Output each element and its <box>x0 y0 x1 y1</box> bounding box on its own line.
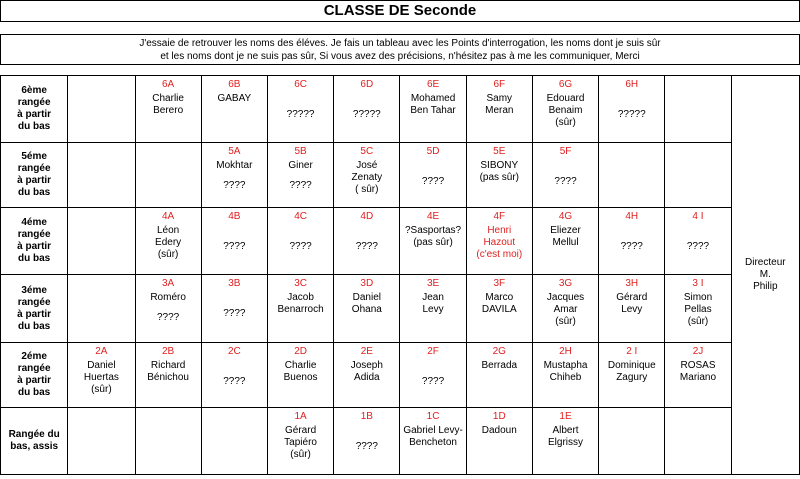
intro-note-line-2: et les noms dont je ne suis pas sûr, Si vous avez des précisions, n'hésitez pas à me les communiquer, Merci <box>160 51 640 62</box>
row-label-line: 2éme <box>21 351 47 362</box>
student-name-line: Zagury <box>616 372 648 383</box>
seat-cell <box>665 208 731 275</box>
seat-code: 6B <box>228 79 241 90</box>
seat-code: 2B <box>162 346 175 357</box>
student-name-line: ???? <box>223 308 246 319</box>
seat-cell <box>665 143 731 208</box>
seat-code: 2J <box>692 346 704 357</box>
seat-code: 2H <box>559 346 572 357</box>
seat-code: 5B <box>294 146 307 157</box>
student-name-line: (sûr) <box>157 249 179 260</box>
seat-code: 4H <box>625 211 639 222</box>
row-label <box>1 275 68 343</box>
seat-cell <box>400 76 466 143</box>
row-label <box>1 343 68 408</box>
seat-cell <box>532 208 598 275</box>
student-name-line: Charlie <box>284 360 317 371</box>
student-name-line: ???? <box>421 176 445 187</box>
seat-cell <box>334 408 400 475</box>
row-label-line: à partir <box>17 375 52 386</box>
seat-cell <box>201 343 267 408</box>
row-label-line: du bas <box>18 387 51 398</box>
student-name-line: ( sûr) <box>355 184 379 195</box>
student-name-line: Levy <box>621 304 643 315</box>
row-label-line: du bas <box>18 187 51 198</box>
student-name-line: ???? <box>223 241 246 252</box>
row-label-line: 3éme <box>21 284 47 296</box>
seat-code: 3F <box>493 278 506 289</box>
page-title: CLASSE DE Seconde <box>0 0 800 22</box>
row-label-line: à partir <box>17 308 52 320</box>
seat-code: 6D <box>360 79 374 90</box>
student-name-line: ???? <box>355 241 378 252</box>
seat-code: 3G <box>558 278 573 289</box>
seat-code: 4E <box>426 211 440 222</box>
seat-cell <box>665 408 731 475</box>
student-name-line: Ohana <box>351 304 382 315</box>
seat-code: 2D <box>294 346 307 357</box>
seat-code: 6E <box>426 79 440 90</box>
row-label-line: rangée <box>17 229 51 240</box>
student-name-line: Mustapha <box>543 360 588 371</box>
student-name-line: Daniel <box>87 360 116 371</box>
seat-code: 6A <box>162 79 175 90</box>
seat-cell <box>267 143 333 208</box>
student-name-line: Giner <box>288 160 313 171</box>
student-name-line: DAVILA <box>481 304 517 315</box>
student-name-line: Gérard <box>285 425 317 436</box>
seat-cell <box>68 408 135 475</box>
student-name-line: Henri <box>487 225 512 236</box>
student-name-line: Tapiéro <box>284 437 317 448</box>
director-line: Philip <box>753 281 778 292</box>
row-label-line: à partir <box>17 109 52 120</box>
student-name-line: (pas sûr) <box>413 237 453 248</box>
seat-cell <box>599 275 665 343</box>
seat-cell <box>201 408 267 475</box>
seat-cell <box>334 76 400 143</box>
row-label-line: du bas <box>18 121 51 132</box>
seat-code: 4A <box>162 211 175 222</box>
student-name-line: Edouard <box>546 93 585 104</box>
seat-cell <box>267 275 333 343</box>
seat-cell <box>400 208 466 275</box>
student-name-line: Berero <box>153 105 184 116</box>
student-name-line: ???? <box>355 441 378 452</box>
seat-cell <box>466 76 532 143</box>
seat-row <box>1 343 800 408</box>
seat-cell <box>68 143 135 208</box>
seat-cell <box>334 343 400 408</box>
seat-code: 1B <box>360 411 373 422</box>
seat-cell <box>267 76 333 143</box>
student-name-line: Albert <box>552 425 579 436</box>
seat-row <box>1 275 800 343</box>
student-name-line: Léon <box>156 225 180 236</box>
seat-cell <box>466 343 532 408</box>
student-name-line: ???? <box>223 180 246 191</box>
student-name-line: Bencheton <box>409 437 457 448</box>
seat-cell <box>532 143 598 208</box>
seat-cell <box>599 408 665 475</box>
seat-cell <box>400 275 466 343</box>
seat-cell <box>68 275 135 343</box>
student-name-line: (sûr) <box>290 449 311 460</box>
seat-cell <box>466 408 532 475</box>
student-name-line: Simon <box>683 292 713 303</box>
student-name-line: Ben Tahar <box>410 105 456 116</box>
row-label-line: du bas <box>18 253 51 264</box>
seat-cell <box>68 76 135 143</box>
seat-code: 2G <box>492 346 506 357</box>
student-name-line: ????? <box>617 109 646 120</box>
seat-code: 5F <box>559 146 572 157</box>
seat-code: 2C <box>227 346 241 357</box>
row-label-line: 5éme <box>21 151 47 162</box>
student-name-line: José <box>356 160 378 171</box>
row-label <box>1 76 68 143</box>
student-name-line: Gabriel Levy- <box>403 425 463 436</box>
seat-code: 2E <box>360 346 373 357</box>
seat-code: 3D <box>360 278 374 289</box>
student-name-line: ???? <box>289 241 312 252</box>
student-name-line: Amar <box>553 304 578 315</box>
student-name-line: Mariano <box>679 372 717 383</box>
student-name-line: Mokhtar <box>216 160 253 171</box>
row-label-line: à partir <box>17 241 52 252</box>
seat-cell <box>466 208 532 275</box>
student-name-line: Gérard <box>616 292 648 303</box>
seat-cell <box>334 143 400 208</box>
student-name-line: Meran <box>485 105 514 116</box>
seat-code: 3C <box>294 278 307 289</box>
seat-row <box>1 76 800 143</box>
seating-grid <box>0 75 800 475</box>
student-name-line: (sûr) <box>91 384 112 395</box>
director-line: Directeur <box>745 257 786 268</box>
student-name-line: Zenaty <box>351 172 383 183</box>
student-name-line: Roméro <box>150 292 186 303</box>
student-name-line: SIBONY <box>480 160 519 171</box>
seat-code: 3B <box>228 278 241 289</box>
row-label-line: rangée <box>17 363 51 374</box>
student-name-line: Benarroch <box>277 304 324 315</box>
student-name-line: Joseph <box>350 360 383 371</box>
student-name-line: (sûr) <box>555 316 576 327</box>
seat-cell <box>466 275 532 343</box>
seat-code: 5D <box>426 146 440 157</box>
seat-code: 4G <box>558 211 573 222</box>
seat-row <box>1 408 800 475</box>
director-cell <box>731 76 799 475</box>
intro-note-line-1: J'essaie de retrouver les noms des éléves. Je fais un tableau avec les Points d'interrogation, les noms dont je suis sûr <box>139 38 661 49</box>
student-name-line: Eliezer <box>550 225 581 236</box>
student-name-line: ???? <box>289 180 312 191</box>
row-label-line: rangée <box>17 296 51 308</box>
student-name-line: ?Sasportas? <box>404 225 462 236</box>
student-name-line: Mellul <box>552 237 579 248</box>
student-name-line: ???? <box>223 376 246 387</box>
seat-cell <box>665 76 731 143</box>
seat-cell <box>532 76 598 143</box>
student-name-line: Berrada <box>481 360 518 371</box>
student-name-line: ????? <box>286 109 315 120</box>
seat-code: 1D <box>492 411 506 422</box>
seat-code: 6F <box>493 79 506 90</box>
student-name-line: Samy <box>486 93 513 104</box>
seat-cell <box>201 208 267 275</box>
director-line: M. <box>759 269 771 280</box>
student-name-line: Levy <box>422 304 444 315</box>
student-name-line: Richard <box>150 360 186 371</box>
student-name-line: Dadoun <box>481 425 517 436</box>
seat-cell <box>201 76 267 143</box>
seat-cell <box>532 275 598 343</box>
student-name-line: ROSAS <box>680 360 716 371</box>
seat-cell <box>267 408 333 475</box>
seat-code: 4D <box>360 211 374 222</box>
student-name-line: Jean <box>422 292 444 303</box>
seat-cell <box>267 208 333 275</box>
row-label-line: 4éme <box>21 217 47 228</box>
row-label <box>1 208 68 275</box>
seat-cell <box>201 143 267 208</box>
seat-cell <box>68 208 135 275</box>
row-label-line: rangée <box>17 163 51 174</box>
seat-cell <box>267 343 333 408</box>
seat-cell <box>599 143 665 208</box>
student-name-line: Marco <box>485 292 514 303</box>
student-name-line: Hazout <box>483 237 516 248</box>
seat-code: 1E <box>559 411 572 422</box>
intro-note <box>0 34 800 65</box>
seat-row <box>1 143 800 208</box>
seat-code: 3E <box>426 278 440 289</box>
seat-cell <box>599 208 665 275</box>
seat-code: 2 I <box>626 346 638 357</box>
seat-cell <box>135 76 201 143</box>
seat-cell <box>135 408 201 475</box>
row-label-line: du bas <box>18 320 51 332</box>
seat-cell <box>599 343 665 408</box>
seat-code: 4 I <box>692 211 704 222</box>
seat-cell <box>334 275 400 343</box>
seat-code: 3A <box>162 278 175 289</box>
seat-code: 1C <box>426 411 440 422</box>
student-name-line: Adida <box>354 372 380 383</box>
row-label-line: bas, assis <box>10 441 59 452</box>
student-name-line: Huertas <box>83 372 119 383</box>
student-name-line: (c'est moi) <box>476 249 523 260</box>
student-name-line: Chiheb <box>549 372 582 383</box>
student-name-line: (sûr) <box>687 316 709 327</box>
student-name-line: Daniel <box>352 292 381 303</box>
seat-cell <box>532 343 598 408</box>
seat-code: 5C <box>360 146 374 157</box>
seat-code: 3 I <box>692 278 704 289</box>
seat-code: 2F <box>427 346 439 357</box>
student-name-line: (sûr) <box>555 117 576 128</box>
row-label <box>1 143 68 208</box>
seat-cell <box>68 343 135 408</box>
seat-code: 5E <box>493 146 506 157</box>
student-name-line: Jacob <box>287 292 314 303</box>
seat-cell <box>135 143 201 208</box>
seat-row <box>1 208 800 275</box>
seat-code: 3H <box>625 278 639 289</box>
seat-cell <box>466 143 532 208</box>
seat-cell <box>400 343 466 408</box>
seat-code: 4B <box>228 211 241 222</box>
seat-cell <box>334 208 400 275</box>
student-name-line: Pellas <box>684 304 712 315</box>
seat-cell <box>135 275 201 343</box>
student-name-line: Mohamed <box>410 93 456 104</box>
student-name-line: ???? <box>421 376 445 387</box>
row-label-line: à partir <box>17 175 52 186</box>
seat-code: 4C <box>294 211 307 222</box>
student-name-line: ???? <box>156 312 180 323</box>
student-name-line: Edery <box>155 237 182 248</box>
seat-cell <box>400 408 466 475</box>
seat-code: 1A <box>294 411 307 422</box>
student-name-line: ???? <box>686 241 710 252</box>
student-name-line: (pas sûr) <box>479 172 520 183</box>
student-name-line: ???? <box>620 241 643 252</box>
student-name-line: GABAY <box>217 93 252 104</box>
student-name-line: Jacques <box>546 292 585 303</box>
student-name-line: Dominique <box>607 360 656 371</box>
student-name-line: Benaim <box>548 105 583 116</box>
seat-code: 2A <box>95 346 108 357</box>
seat-cell <box>400 143 466 208</box>
student-name-line: Buenos <box>283 372 318 383</box>
seat-code: 4F <box>493 211 506 222</box>
student-name-line: ???? <box>554 176 577 187</box>
seat-cell <box>135 343 201 408</box>
row-label-line: rangée <box>17 97 51 108</box>
student-name-line: Elgrissy <box>548 437 584 448</box>
student-name-line: Charlie <box>152 93 184 104</box>
seat-code: 6C <box>294 79 307 90</box>
seat-cell <box>599 76 665 143</box>
seat-code: 6G <box>558 79 573 90</box>
student-name-line: ????? <box>352 109 381 120</box>
row-label <box>1 408 68 475</box>
row-label-line: 6ème <box>21 85 47 96</box>
student-name-line: Bénichou <box>147 372 189 383</box>
seat-code: 6H <box>625 79 639 90</box>
seat-cell <box>135 208 201 275</box>
seat-cell <box>532 408 598 475</box>
seat-code: 5A <box>228 146 241 157</box>
row-label-line: Rangée du <box>8 429 60 440</box>
seat-cell <box>201 275 267 343</box>
seat-cell <box>665 275 731 343</box>
seat-cell <box>665 343 731 408</box>
